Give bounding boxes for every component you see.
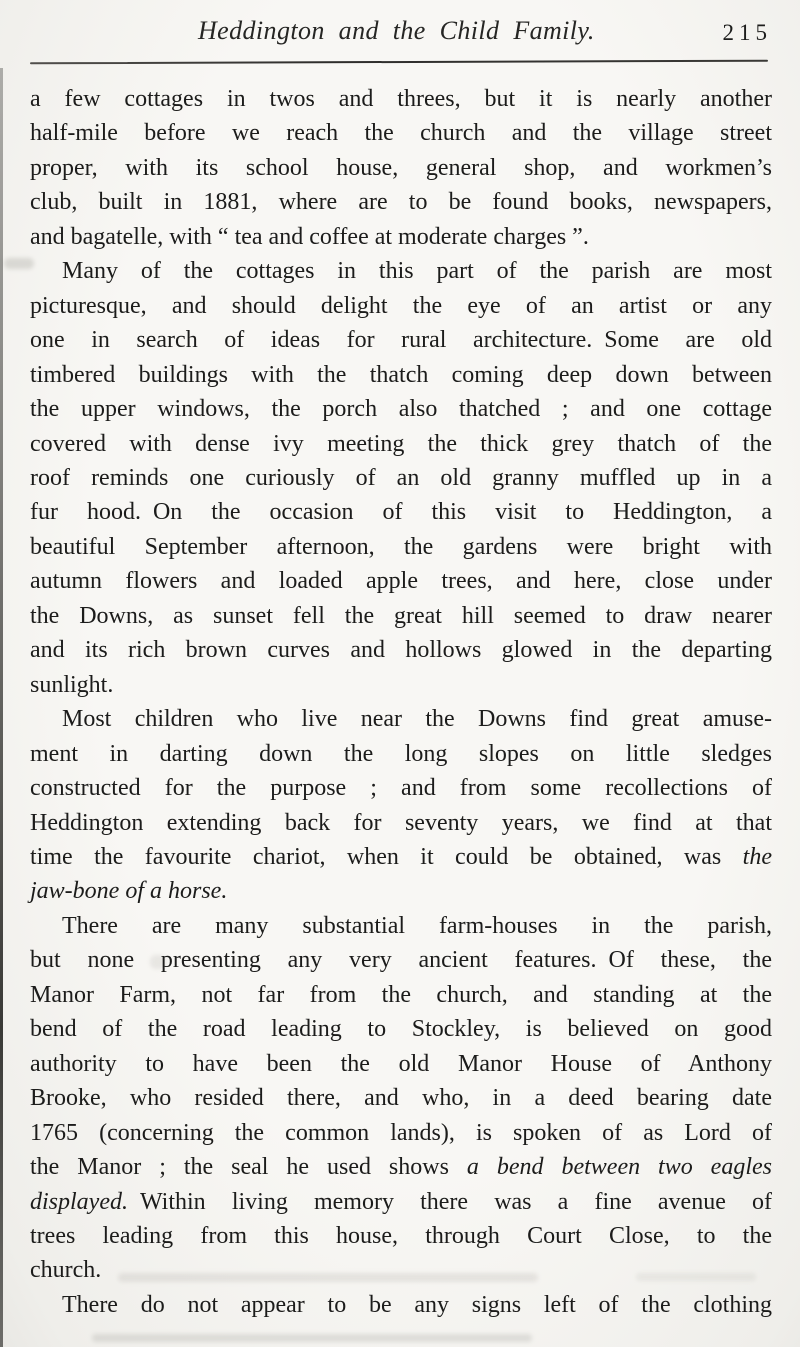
text-segment: There are many substantial farm-houses in the parish, — [62, 912, 772, 939]
text-line — [30, 116, 772, 150]
page-number: 215 — [722, 20, 772, 45]
italic-text: displayed. — [30, 1188, 128, 1215]
text-segment: authority to have been the old Manor House of Anthony — [30, 1050, 772, 1077]
text-line — [30, 909, 772, 943]
text-line — [30, 668, 772, 702]
text-line — [30, 1047, 772, 1081]
text-segment: Heddington extending back for seventy years, we find at that — [30, 809, 772, 836]
text-line — [30, 323, 772, 357]
text-line — [30, 943, 772, 977]
text-segment: bend of the road leading to Stockley, is believed on good — [30, 1016, 772, 1043]
text-line — [30, 289, 772, 323]
text-line — [30, 599, 772, 633]
page-header — [0, 12, 800, 52]
paragraph — [30, 909, 772, 1288]
text-segment: roof reminds one curiously of an old granny muffled up in a — [30, 464, 772, 491]
text-line — [30, 771, 772, 805]
text-segment: covered with dense ivy meeting the thick grey thatch of the — [30, 430, 772, 457]
text-line — [30, 1012, 772, 1046]
text-segment: picturesque, and should delight the eye of an artist or any — [30, 292, 772, 319]
text-segment: Many of the cottages in this part of the parish are most — [62, 258, 772, 285]
text-segment: constructed for the purpose ; and from some recollections of — [30, 775, 772, 802]
text-segment: Manor Farm, not far from the church, and standing at the — [30, 981, 772, 1008]
text-line — [30, 702, 772, 736]
text-line — [30, 840, 772, 874]
text-line — [30, 806, 772, 840]
header-rule — [30, 60, 768, 65]
text-line — [30, 495, 772, 529]
text-segment: autumn flowers and loaded apple trees, and here, close under — [30, 568, 772, 595]
paragraph — [30, 254, 772, 702]
text-line — [30, 185, 772, 219]
text-line — [30, 220, 772, 254]
text-line — [30, 358, 772, 392]
text-line — [30, 1116, 772, 1150]
text-line — [30, 392, 772, 426]
paragraph — [30, 82, 772, 254]
italic-text: jaw-bone of a horse. — [30, 878, 228, 905]
scan-smudge — [92, 1334, 532, 1342]
text-segment: and bagatelle, with “ tea and coffee at moderate charges ”. — [30, 223, 589, 250]
text-line — [30, 564, 772, 598]
text-segment: the Downs, as sunset fell the great hill seemed to draw nearer — [30, 602, 772, 629]
text-line — [30, 1253, 772, 1287]
text-line — [30, 427, 772, 461]
paragraph — [30, 1288, 772, 1322]
text-segment: Within living memory there was a fine avenue of — [127, 1188, 772, 1215]
text-line — [30, 1219, 772, 1253]
text-line — [30, 461, 772, 495]
text-segment: There do not appear to be any signs left of the clothing — [62, 1291, 772, 1318]
italic-text: the — [742, 843, 772, 870]
text-line — [30, 1081, 772, 1115]
text-line — [30, 1150, 772, 1184]
running-title: Heddington and the Child Family. — [198, 16, 595, 45]
text-segment: fur hood. On the occasion of this visit to Heddington, a — [30, 499, 772, 526]
text-segment: Most children who live near the Downs find great amuse- — [62, 706, 772, 733]
text-segment: club, built in 1881, where are to be found books, newspapers, — [30, 189, 772, 216]
text-segment: one in search of ideas for rural architecture. Some are old — [30, 327, 772, 354]
text-segment: church. — [30, 1257, 102, 1284]
text-line — [30, 633, 772, 667]
text-segment: timbered buildings with the thatch coming deep down between — [30, 361, 772, 388]
text-segment: a few cottages in twos and threes, but it is nearly another — [30, 86, 772, 112]
text-line — [30, 82, 772, 116]
text-line — [30, 1185, 772, 1219]
text-line — [30, 1288, 772, 1322]
italic-text: a bend between two eagles — [466, 1154, 772, 1181]
text-segment: Brooke, who resided there, and who, in a deed bearing date — [30, 1085, 772, 1112]
text-segment: ment in darting down the long slopes on little sledges — [30, 740, 772, 767]
text-segment: 1765 (concerning the common lands), is spoken of as Lord of — [30, 1119, 772, 1146]
text-line — [30, 737, 772, 771]
scan-edge-shadow — [0, 68, 3, 1347]
page-body — [30, 82, 772, 1322]
text-segment: trees leading from this house, through Court Close, to the — [30, 1222, 772, 1249]
text-segment: time the favourite chariot, when it could be obtained, was — [30, 843, 743, 870]
text-segment: beautiful September afternoon, the gardens were bright with — [30, 533, 772, 560]
text-line — [30, 254, 772, 288]
text-line — [30, 530, 772, 564]
text-segment: but none presenting any very ancient features. Of these, the — [30, 947, 772, 974]
text-segment: the upper windows, the porch also thatched ; and one cottage — [30, 396, 772, 423]
text-line — [30, 874, 772, 908]
text-line — [30, 151, 772, 185]
text-segment: the Manor ; the seal he used shows — [30, 1154, 467, 1181]
text-segment: proper, with its school house, general shop, and workmen’s — [30, 154, 772, 181]
paragraph — [30, 702, 772, 909]
text-segment: and its rich brown curves and hollows glowed in the departing — [30, 637, 772, 664]
text-segment: half-mile before we reach the church and the village street — [30, 120, 772, 147]
text-line — [30, 978, 772, 1012]
text-segment: sunlight. — [30, 671, 114, 698]
